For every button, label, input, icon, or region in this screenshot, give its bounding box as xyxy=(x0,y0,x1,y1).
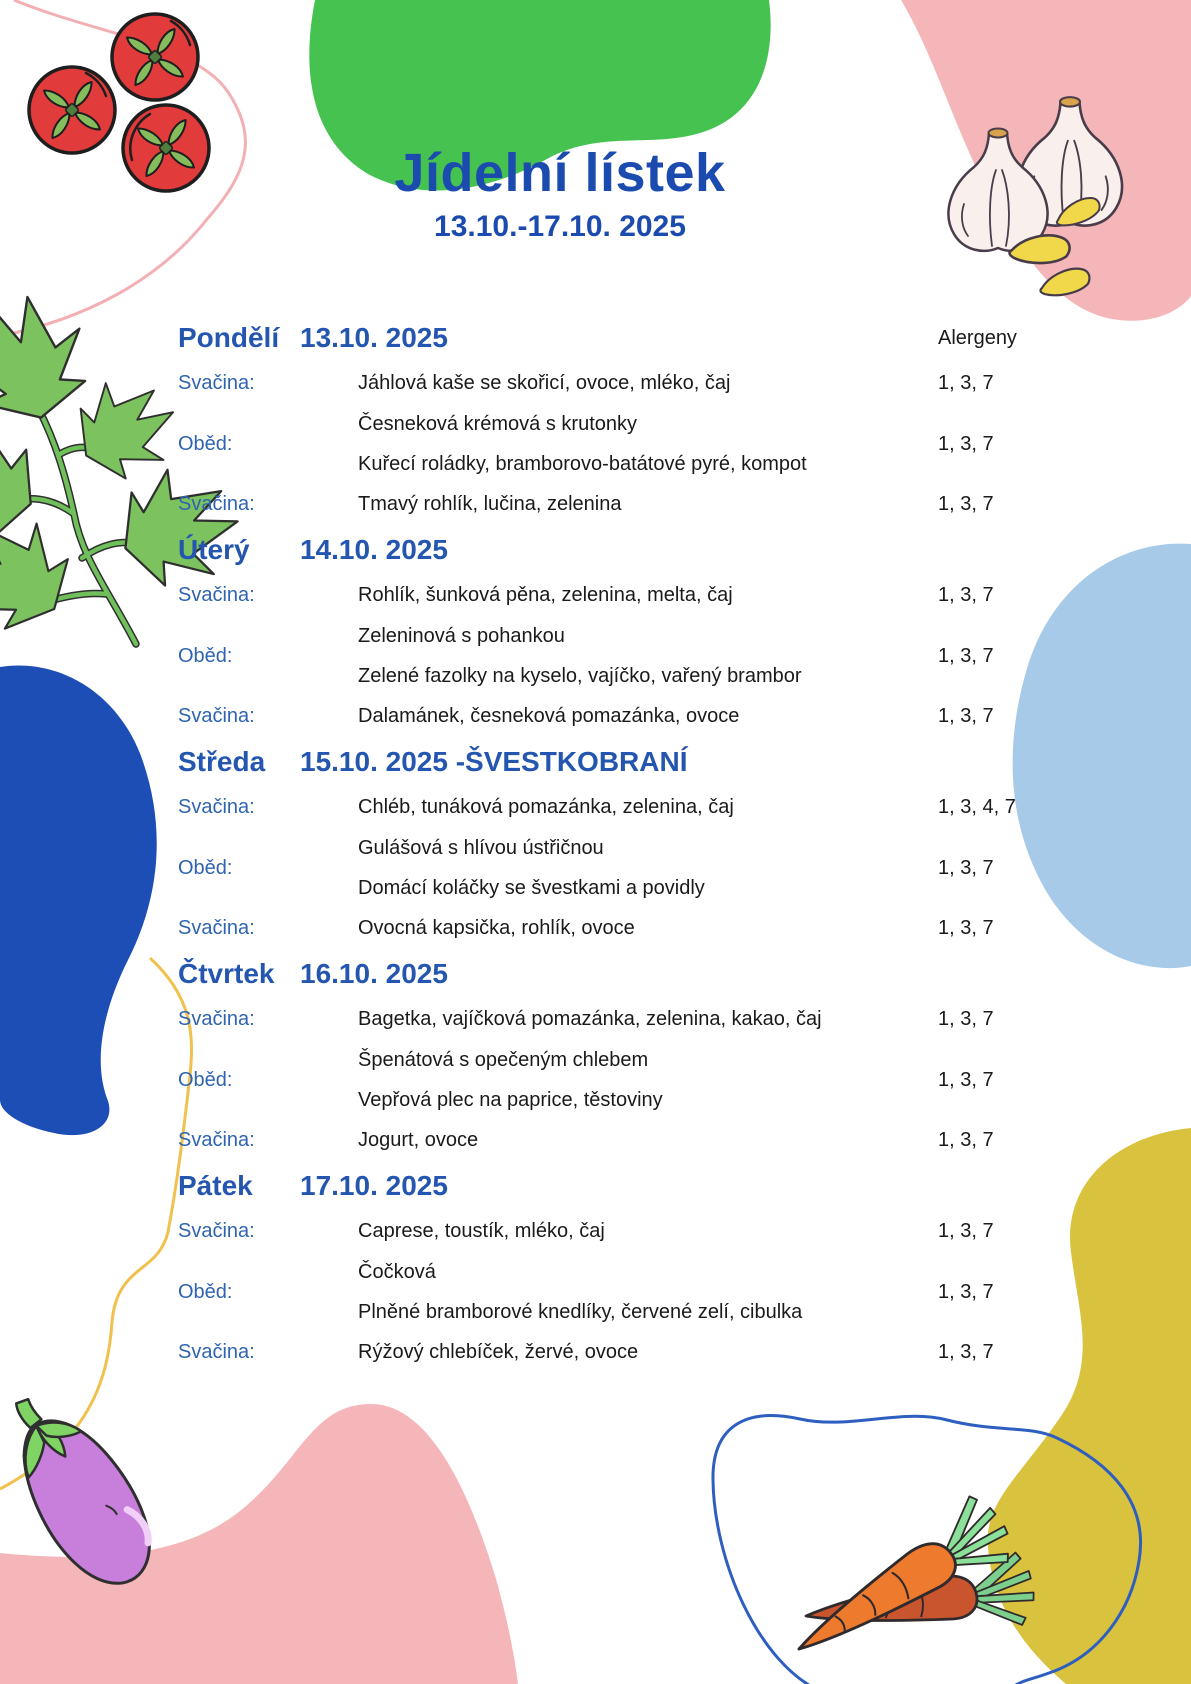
meal-items xyxy=(358,1252,938,1332)
meal-item: Caprese, toustík, mléko, čaj xyxy=(358,1220,605,1242)
day-header xyxy=(178,525,1090,575)
day-title xyxy=(178,1170,938,1202)
meal-item: Jáhlová kaše se skořicí, ovoce, mléko, čaj xyxy=(358,372,731,394)
meal-item: Rýžový chlebíček, žervé, ovoce xyxy=(358,1341,639,1363)
menu-row xyxy=(178,828,1090,908)
day-date: 13.10. 2025 xyxy=(300,322,448,353)
meal-label: Svačina: xyxy=(178,584,255,606)
allergen-value: 1, 3, 7 xyxy=(938,705,994,727)
menu-row xyxy=(178,1040,1090,1120)
allergen-value: 1, 3, 7 xyxy=(938,1280,994,1303)
allergen-value: 1, 3, 7 xyxy=(938,1068,994,1091)
meal-items xyxy=(358,908,938,949)
menu-row xyxy=(178,908,1090,949)
meal-label: Svačina: xyxy=(178,372,255,394)
meal-items xyxy=(358,787,938,828)
meal-label: Svačina: xyxy=(178,1008,255,1030)
meal-label: Oběd: xyxy=(178,856,233,879)
allergen-value: 1, 3, 7 xyxy=(938,584,994,606)
meal-item: Česneková krémová s krutonky xyxy=(358,412,638,435)
menu-row xyxy=(178,1120,1090,1161)
meal-item: Kuřecí roládky, bramborovo-batátové pyré, kompot xyxy=(358,452,807,475)
day-name: Středa xyxy=(178,746,266,777)
meal-label: Svačina: xyxy=(178,1220,255,1242)
meal-label: Svačina: xyxy=(178,1341,255,1363)
page-title: Jídelní lístek xyxy=(394,143,726,203)
meal-items xyxy=(358,1120,938,1161)
meal-items xyxy=(358,1040,938,1120)
meal-item: Čočková xyxy=(358,1260,436,1283)
meal-label: Svačina: xyxy=(178,493,255,515)
meal-label: Oběd: xyxy=(178,644,233,667)
day-header xyxy=(178,313,1090,363)
allergen-value: 1, 3, 7 xyxy=(938,856,994,879)
meal-item: Ovocná kapsička, rohlík, ovoce xyxy=(358,917,635,939)
dark-blue-blob xyxy=(0,666,157,1136)
menu-row xyxy=(178,999,1090,1040)
day-name: Úterý xyxy=(178,534,250,565)
day-date: 17.10. 2025 xyxy=(300,1170,448,1201)
day-name: Pátek xyxy=(178,1170,253,1201)
allergen-value: 1, 3, 7 xyxy=(938,1008,994,1030)
allergen-value: 1, 3, 4, 7 xyxy=(938,796,1016,818)
meal-items xyxy=(358,363,938,404)
menu-row xyxy=(178,363,1090,404)
meal-items xyxy=(358,404,938,484)
menu-row xyxy=(178,404,1090,484)
day-name: Pondělí xyxy=(178,322,280,353)
meal-items xyxy=(358,484,938,525)
allergen-value: 1, 3, 7 xyxy=(938,644,994,667)
day-header xyxy=(178,949,1090,999)
meal-items xyxy=(358,696,938,737)
meal-item: Dalamánek, česneková pomazánka, ovoce xyxy=(358,705,740,727)
menu-row xyxy=(178,1252,1090,1332)
menu-row xyxy=(178,616,1090,696)
allergen-value: 1, 3, 7 xyxy=(938,432,994,455)
meal-item: Jogurt, ovoce xyxy=(358,1129,479,1151)
menu-row xyxy=(178,696,1090,737)
meal-items xyxy=(358,1332,938,1373)
meal-item: Špenátová s opečeným chlebem xyxy=(358,1048,649,1071)
menu-header xyxy=(0,145,1120,244)
meal-item: Vepřová plec na paprice, těstoviny xyxy=(358,1088,663,1111)
meal-item: Gulášová s hlívou ústřičnou xyxy=(358,836,604,859)
menu-row xyxy=(178,575,1090,616)
meal-item: Chléb, tunáková pomazánka, zelenina, čaj xyxy=(358,796,734,818)
meal-label: Oběd: xyxy=(178,1068,233,1091)
meal-item: Tmavý rohlík, lučina, zelenina xyxy=(358,493,622,515)
meal-item: Zeleninová s pohankou xyxy=(358,624,565,647)
date-range: 13.10.-17.10. 2025 xyxy=(434,209,686,243)
allergen-value: 1, 3, 7 xyxy=(938,493,994,515)
day-header xyxy=(178,737,1090,787)
meal-label: Oběd: xyxy=(178,432,233,455)
meal-label: Svačina: xyxy=(178,917,255,939)
day-title xyxy=(178,746,938,778)
meal-item: Domácí koláčky se švestkami a povidly xyxy=(358,876,705,899)
meal-items xyxy=(358,616,938,696)
allergen-value: 1, 3, 7 xyxy=(938,1341,994,1363)
day-date: 14.10. 2025 xyxy=(300,534,448,565)
day-title xyxy=(178,322,938,354)
menu xyxy=(178,313,1090,1373)
day-date: 15.10. 2025 -ŠVESTKOBRANÍ xyxy=(300,746,688,777)
meal-items xyxy=(358,575,938,616)
meal-label: Oběd: xyxy=(178,1280,233,1303)
day-title xyxy=(178,534,938,566)
meal-item: Bagetka, vajíčková pomazánka, zelenina, kakao, čaj xyxy=(358,1008,822,1030)
day-date: 16.10. 2025 xyxy=(300,958,448,989)
menu-row xyxy=(178,1211,1090,1252)
allergen-value: 1, 3, 7 xyxy=(938,372,994,394)
meal-items xyxy=(358,1211,938,1252)
allergen-value: 1, 3, 7 xyxy=(938,1220,994,1242)
menu-row xyxy=(178,1332,1090,1373)
allergen-value: 1, 3, 7 xyxy=(938,917,994,939)
menu-row xyxy=(178,787,1090,828)
meal-items xyxy=(358,999,938,1040)
meal-label: Svačina: xyxy=(178,796,255,818)
meal-item: Rohlík, šunková pěna, zelenina, melta, čaj xyxy=(358,584,733,606)
day-title xyxy=(178,958,938,990)
day-header xyxy=(178,1161,1090,1211)
meal-item: Zelené fazolky na kyselo, vajíčko, vařený brambor xyxy=(358,664,802,687)
allergens-column-header: Alergeny xyxy=(938,326,1017,349)
meal-label: Svačina: xyxy=(178,1129,255,1151)
day-name: Čtvrtek xyxy=(178,958,275,989)
meal-item: Plněné bramborové knedlíky, červené zelí, cibulka xyxy=(358,1300,803,1323)
meal-items xyxy=(358,828,938,908)
meal-label: Svačina: xyxy=(178,705,255,727)
allergen-value: 1, 3, 7 xyxy=(938,1129,994,1151)
menu-row xyxy=(178,484,1090,525)
